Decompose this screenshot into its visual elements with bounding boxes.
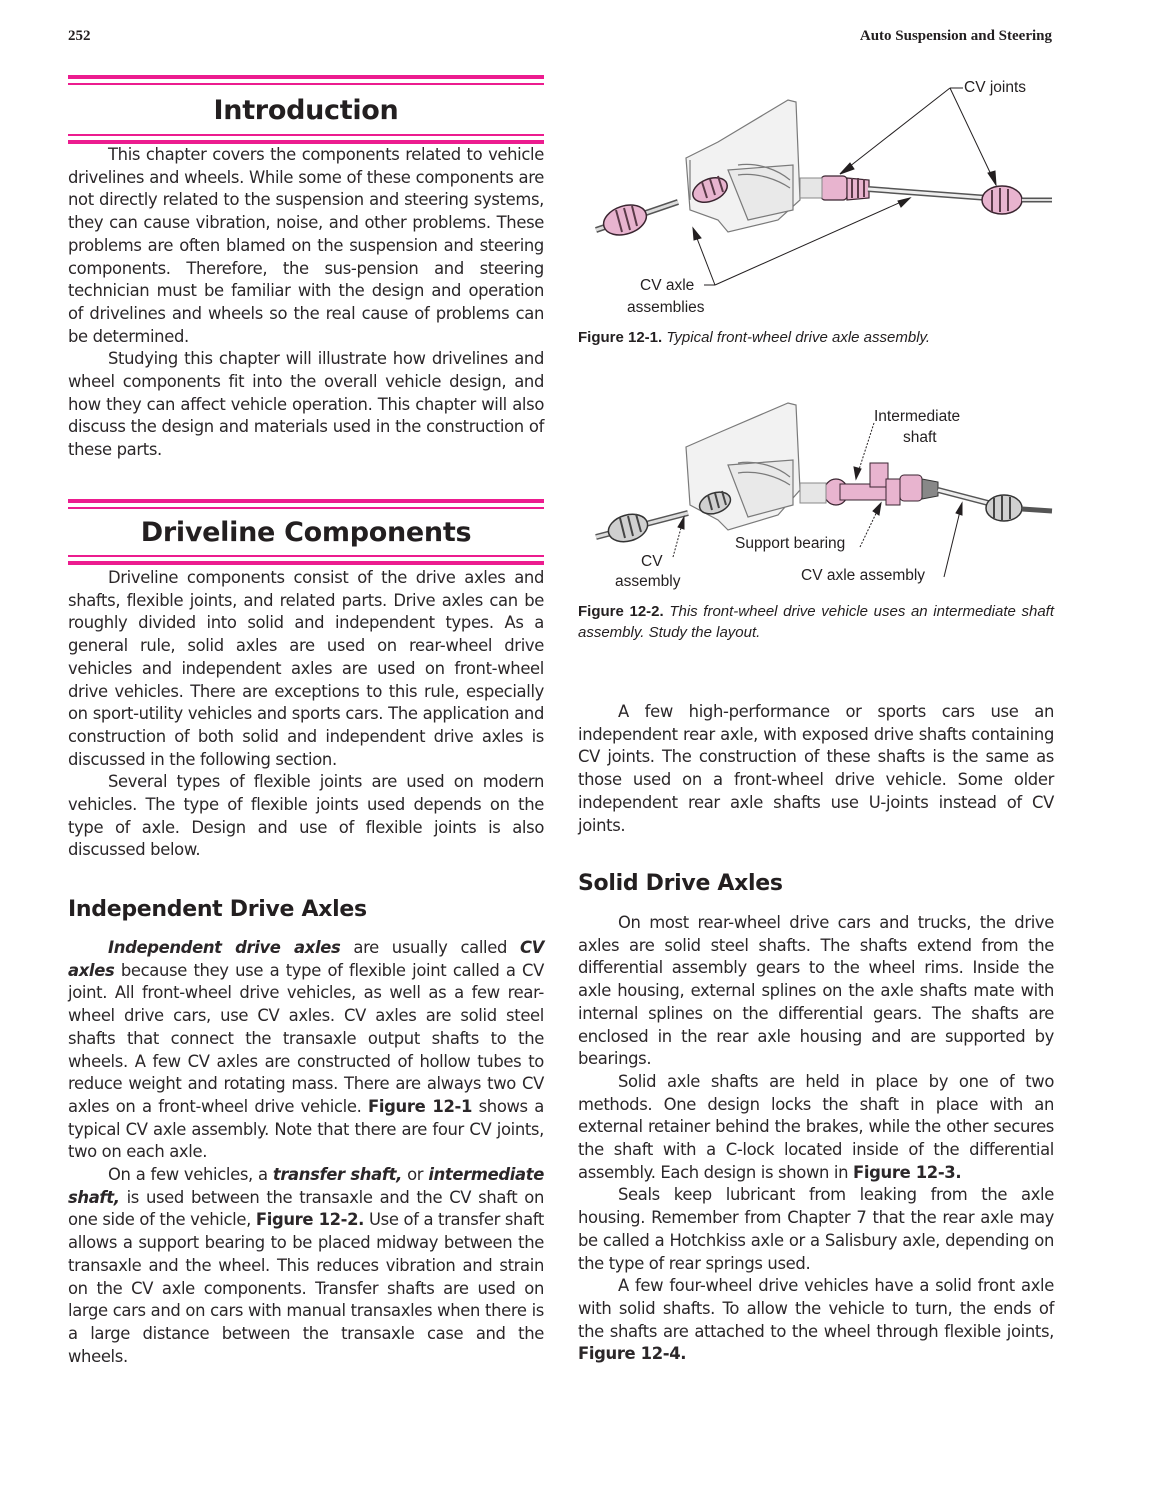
label-intermediate: Intermediate xyxy=(874,408,961,425)
rule-bottom-thin xyxy=(68,134,544,136)
paragraph: Several types of flexible joints are used on modern vehicles. The type of flexible joints used depends on the type of axle. Design and use of flexible joints is also discussed below. xyxy=(68,772,544,860)
caption-text: This front-wheel drive vehicle uses an intermediate shaft assembly. Study the layout. xyxy=(578,603,1054,641)
figure-12-1 xyxy=(578,70,1054,320)
figure-12-1-caption xyxy=(578,327,1054,348)
label-cv-joints: CV joints xyxy=(964,79,1027,96)
rule-bottom-thick xyxy=(68,561,544,565)
rule-top-thick xyxy=(68,499,544,503)
subsection-heading: Independent Drive Axles xyxy=(68,897,367,922)
paragraph: Solid axle shafts are held in place by one of two methods. One design locks the shaft in place with an external retainer behind the brakes, while the other secures the shaft with a C-lock located inside of the differential assembly. Each design is shown in Figure 12-3. xyxy=(578,1071,1054,1182)
rule-top-thick xyxy=(68,75,544,79)
introduction-body xyxy=(68,144,544,462)
label-cv-axle: CV axle xyxy=(640,277,695,294)
independent-body xyxy=(68,937,544,1368)
paragraph: Independent drive axles are usually called CV axles because they use a type of flexible joint called a CV joint. All front-wheel drive vehicles, as well as a few rear-wheel drive cars, use CV axles. CV axles are solid steel shafts that connect the transaxle output shafts to the wheels. A few CV axles are constructed of hollow tubes to reduce weight and rotating mass. There are always two CV axles on a front-wheel drive vehicle. Figure 12-1 shows a typical CV axle assembly. Note that there are four CV joints, two on each axle. xyxy=(68,938,544,1162)
label-intermediate-shaft: shaft xyxy=(903,429,937,446)
label-cv-axle-assembly: CV axle assembly xyxy=(801,567,926,584)
figure-12-2 xyxy=(578,395,1054,595)
rule-bottom-thin xyxy=(68,555,544,557)
figure-reference: Figure 12-3. xyxy=(853,1162,962,1182)
caption-number: Figure 12-2. xyxy=(578,603,664,620)
running-head: Auto Suspension and Steering xyxy=(859,28,1052,44)
paragraph: Studying this chapter will illustrate how drivelines and wheel components fit into the overall vehicle design, and how they can affect vehicle operation. This chapter will also discuss the design and materials used in the construction of these parts. xyxy=(68,349,544,460)
page-number: 252 xyxy=(68,28,91,44)
section-banner-driveline xyxy=(68,499,544,565)
caption-text: Typical front-wheel drive axle assembly. xyxy=(662,329,931,346)
driveline-body xyxy=(68,567,544,862)
section-title: Introduction xyxy=(213,95,399,126)
label-cv-assembly: assembly xyxy=(615,573,681,590)
paragraph: A few high-performance or sports cars use an independent rear axle, with exposed drive shafts containing CV joints. The construction of these shafts is the same as those used on a front-wheel drive vehicle. Some older independent rear axle shafts use U-joints instead of CV joints. xyxy=(578,702,1054,835)
paragraph: On a few vehicles, a transfer shaft, or intermediate shaft, is used between the transaxle and the CV shaft on one side of the vehicle, Figure 12-2. Use of a transfer shaft allows a support bearing to be placed midway between the transaxle and the wheel. This reduces vibration and strain on the CV axle components. Transfer shafts are used on large cars and on cars with manual transaxles when there is a large distance between the transaxle case and the wheels. xyxy=(68,1165,544,1366)
section-title: Driveline Components xyxy=(140,517,472,548)
subsection-heading: Solid Drive Axles xyxy=(578,871,783,896)
label-cv-axle-assemblies: assemblies xyxy=(627,299,705,316)
paragraph: A few four-wheel drive vehicles have a solid front axle with solid shafts. To allow the vehicle to turn, the ends of the shafts are attached to the wheel through flexible joints, Figure 12-4. xyxy=(578,1276,1054,1364)
key-term: transfer shaft, xyxy=(272,1165,402,1185)
label-cv: CV xyxy=(641,553,663,570)
figure-12-2-caption xyxy=(578,601,1054,643)
paragraph: Seals keep lubricant from leaking from the axle housing. Remember from Chapter 7 that the rear axle may be called a Hotchkiss axle or a Salisbury axle, depending on the type of rear springs used. xyxy=(578,1185,1054,1273)
rule-top-thin xyxy=(68,507,544,509)
rule-top-thin xyxy=(68,83,544,85)
independent-rear-axle-body xyxy=(578,701,1054,837)
figure-reference: Figure 12-2. xyxy=(255,1210,365,1230)
key-term: CV axles xyxy=(68,938,544,980)
paragraph: This chapter covers the components related to vehicle drivelines and wheels. While some of these components are not directly related to the suspension and steering systems, they can cause vibration, noise, and other problems. These problems are often blamed on the suspension and steering components. Therefore, the sus-pension and steering technician must be familiar with the design and operation of drivelines and wheels so the real cause of problems can be determined. xyxy=(68,145,544,346)
figure-reference: Figure 12-1 xyxy=(368,1096,473,1116)
paragraph: On most rear-wheel drive cars and trucks, the drive axles are solid steel shafts. The shafts extend from the differential assembly gears to the wheel rims. Inside the axle housing, external splines on the axle shafts mate with internal splines on the differential gears. The shafts are enclosed in the rear axle housing and are supported by bearings. xyxy=(578,913,1054,1069)
section-banner-introduction xyxy=(68,75,544,144)
solid-drive-axles-body xyxy=(578,912,1054,1366)
figure-reference: Figure 12-4. xyxy=(578,1344,687,1364)
label-support-bearing: Support bearing xyxy=(735,535,846,552)
caption-number: Figure 12-1. xyxy=(578,329,663,346)
key-term: intermediate shaft, xyxy=(68,1165,544,1207)
paragraph: Driveline components consist of the drive axles and shafts, flexible joints, and related parts. Drive axles can be roughly divided into solid and independent types. As a general rule, solid axles are used on rear-wheel drive vehicles and independent axles are used on front-wheel drive vehicles. There are exceptions to this rule, especially on sport-utility vehicles and sports cars. The application and construction of both solid and independent drive axles is discussed in the following section. xyxy=(68,568,544,769)
key-term: Independent drive axles xyxy=(108,938,341,957)
